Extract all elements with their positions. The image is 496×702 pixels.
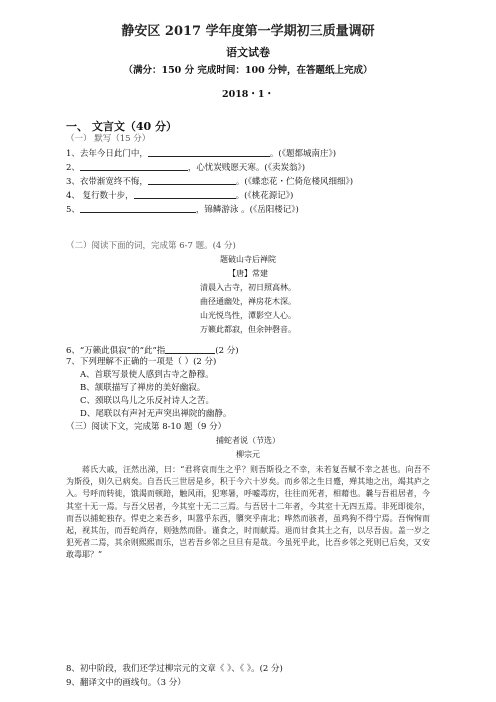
q2-prefix: 2、 <box>66 163 80 173</box>
poem-title: 题破山寺后禅院 <box>220 255 276 264</box>
question-5 <box>66 203 299 216</box>
part3-heading: （三）阅读下文，完成第 8-10 题（9 分） <box>66 422 227 432</box>
q6-prefix: 6、“万籁此俱寂”的“此”指 <box>66 346 166 356</box>
poem-line: 曲径通幽处，禅房花木深。 <box>200 297 296 306</box>
poem-line: 清晨入古寺，初日照高林。 <box>200 283 296 292</box>
q5-prefix: 5、 <box>66 205 80 215</box>
q1-blank[interactable] <box>148 147 270 157</box>
q3-blank[interactable] <box>148 175 236 185</box>
exam-note: （满分：150 分 完成时间：100 分钟，在答题纸上完成） <box>123 65 373 76</box>
q4-prefix: 4、 复行数十步， <box>66 191 134 201</box>
section-heading: 一、 文言文（40 分） <box>66 120 177 133</box>
exam-subtitle: 语文试卷 <box>226 46 270 59</box>
poem-line: 山光悦鸟性，潭影空人心。 <box>200 311 296 320</box>
exam-title: 静安区 2017 学年度第一学期初三质量调研 <box>121 24 375 39</box>
poem-line: 万籁此都寂，但余钟磬音。 <box>200 325 296 334</box>
question-2 <box>66 161 305 174</box>
option-c: C、颈联以鸟儿之乐反衬诗人之苦。 <box>80 396 215 406</box>
question-1 <box>66 147 336 160</box>
q4-suffix: 。(《桃花源记》) <box>235 191 294 201</box>
q5-suffix: ，锦鳞游泳 。(《岳阳楼记》) <box>195 205 299 215</box>
option-d: D、尾联以有声衬无声突出禅院的幽静。 <box>80 409 232 419</box>
option-b: B、颔联描写了禅房的美好幽寂。 <box>80 383 206 393</box>
part2-heading: （二）阅读下面的词，完成第 6-7 题。(4 分) <box>66 241 236 251</box>
poem-author: 【唐】常建 <box>228 269 268 278</box>
q6-blank[interactable] <box>165 344 215 354</box>
question-3 <box>66 175 353 188</box>
essay-title: 捕蛇者说（节选） <box>216 436 280 445</box>
essay-author: 柳宗元 <box>236 450 260 459</box>
q3-prefix: 3、衣带渐宽终不悔， <box>66 177 148 187</box>
q6-suffix: (2 分) <box>215 346 239 356</box>
question-6 <box>66 344 239 357</box>
part1-heading: （一） 默写（15 分） <box>66 134 151 144</box>
question-9: 9、翻译文中的画线句。（3 分） <box>66 678 186 688</box>
exam-date: 2018・1・ <box>221 89 275 100</box>
q2-blank[interactable] <box>80 161 188 171</box>
q4-blank[interactable] <box>134 189 236 199</box>
question-8: 8、初中阶段，我们还学过柳宗元的文章《 》、《 》。(2 分) <box>66 664 283 674</box>
q1-prefix: 1、去年今日此门中， <box>66 149 148 159</box>
question-7: 7、下列理解不正确的一项是（ ）(2 分) <box>66 357 217 367</box>
q1-suffix: 。(《题都城南庄》) <box>269 149 337 159</box>
option-a: A、首联写景使人感到古寺之静穆。 <box>80 370 214 380</box>
q2-suffix: ，心忧炭贱愿天寒。(《卖炭翁》) <box>187 163 306 173</box>
essay-text: 蒋氏大戚，汪然出涕，曰：“君将哀而生之乎？则吾斯役之不幸，未若复吾赋不幸之甚也。向吾不为斯役，则久已病矣。自吾氏三世居是乡，积于今六十岁矣。而乡邻之生日蹙，殚其地之出，竭其庐之入。号呼而转徙，饿渴而顿踣，触风雨，犯寒暑，呼嘘毒疠，往往而死者，相藉也。曩与吾祖居者，今其室十无一焉。与吾父居者，今其室十无二三焉。与吾居十二年者，今其室十无四五焉。非死即徙尔，而吾以捕蛇独存。悍吏之来吾乡，叫嚣乎东西，隳突乎南北；哗然而骇者，虽鸡狗不得宁焉。吾恂恂而起，视其缶，而吾蛇尚存，则弛然而卧。谨食之，时而献焉。退而甘食其土之有，以尽吾齿。盖一岁之犯死者二焉，其余则熙熙而乐，岂若吾乡邻之旦旦有是哉。今虽死乎此，比吾乡邻之死则已后矣，又安敢毒耶？” <box>66 465 430 560</box>
q5-blank[interactable] <box>80 203 196 213</box>
question-4 <box>66 189 293 202</box>
q3-suffix: 。(《蝶恋花・伫倚危楼风细细》) <box>235 177 354 187</box>
